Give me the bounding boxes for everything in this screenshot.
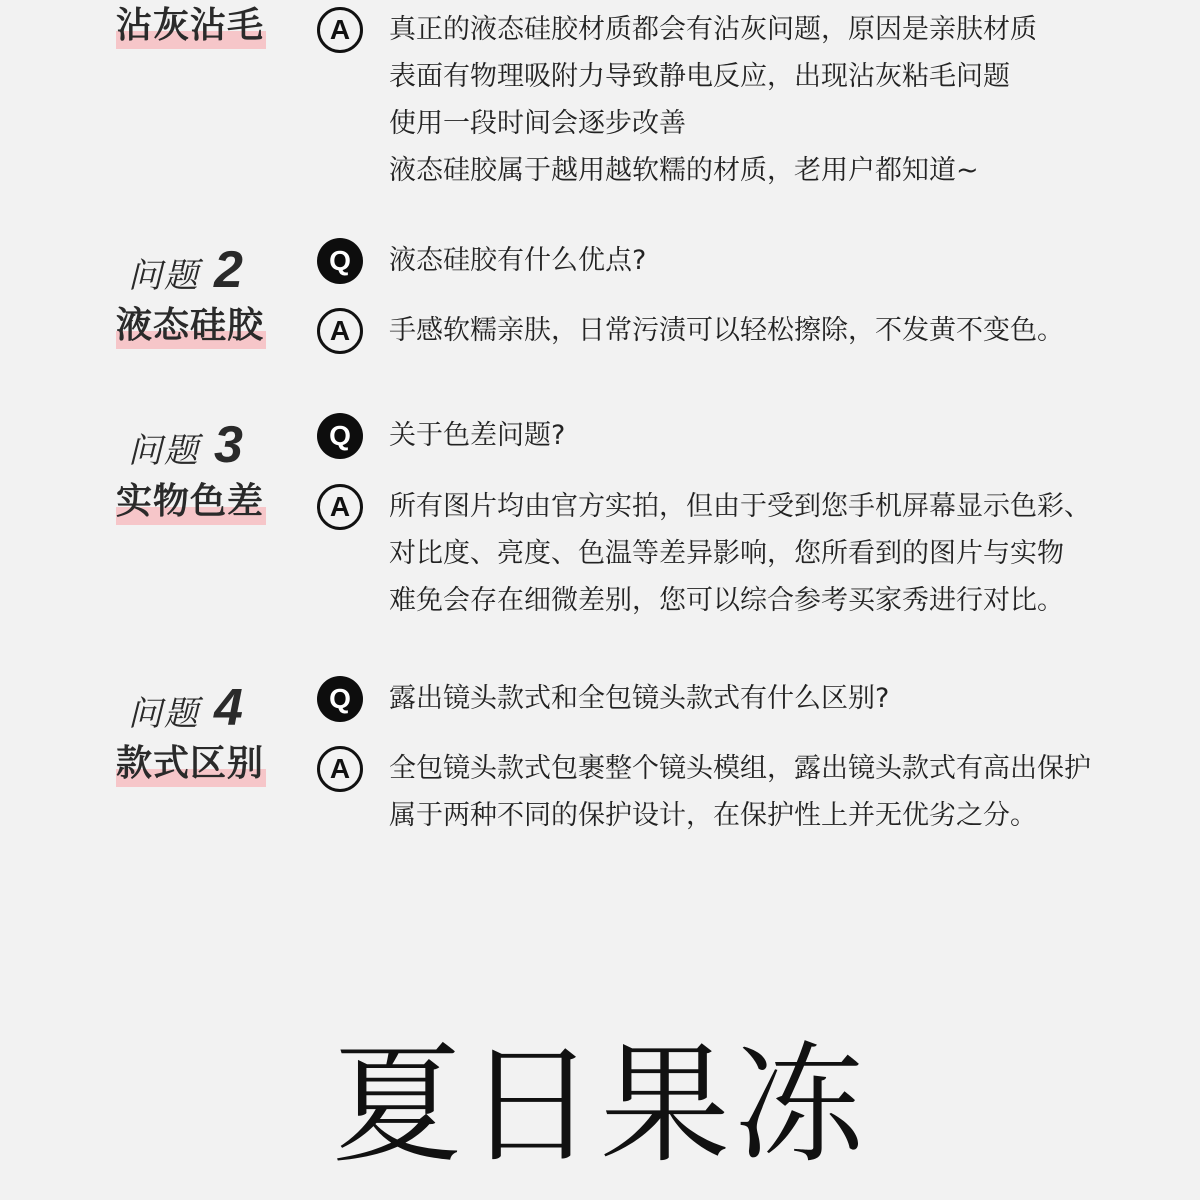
question-word: 问题 xyxy=(128,431,200,471)
answer-badge-3: A xyxy=(317,484,363,530)
answer-line: 表面有物理吸附力导致静电反应，出现沾灰粘毛问题 xyxy=(389,61,1010,92)
answer-line: 难免会存在细微差别，您可以综合参考买家秀进行对比。 xyxy=(389,585,1064,616)
question-text-3: 关于色差问题? xyxy=(389,420,566,451)
answer-line: 手感软糯亲肤，日常污渍可以轻松擦除，不发黄不变色。 xyxy=(389,315,1064,346)
answer-badge-2: A xyxy=(317,308,363,354)
category-style-difference: 款式区别 xyxy=(116,742,266,790)
question-badge-4: Q xyxy=(317,676,363,722)
answer-badge-4: A xyxy=(317,746,363,792)
question-digit: 4 xyxy=(214,679,243,737)
answer-line: 对比度、亮度、色温等差异影响，您所看到的图片与实物 xyxy=(389,538,1064,569)
answer-text-2 xyxy=(389,307,1064,354)
answer-line: 所有图片均由官方实拍，但由于受到您手机屏幕显示色彩、 xyxy=(389,491,1091,522)
answer-line: 真正的液态硅胶材质都会有沾灰问题，原因是亲肤材质 xyxy=(389,14,1037,45)
answer-badge-1: A xyxy=(317,7,363,53)
question-word: 问题 xyxy=(128,694,200,734)
answer-text-3 xyxy=(389,483,1091,624)
question-number-2 xyxy=(128,240,243,300)
question-text-2: 液态硅胶有什么优点? xyxy=(389,245,647,276)
brand-title: 夏日果冻 xyxy=(331,1029,868,1181)
answer-text-4 xyxy=(389,745,1091,839)
category-dust: 沾灰沾毛 xyxy=(116,4,266,52)
category-liquid-silicone: 液态硅胶 xyxy=(116,304,266,352)
question-word: 问题 xyxy=(128,256,200,296)
question-badge-3: Q xyxy=(317,413,363,459)
answer-line: 液态硅胶属于越用越软糯的材质，老用户都知道~ xyxy=(389,155,979,186)
question-digit: 2 xyxy=(214,241,243,299)
question-digit: 3 xyxy=(214,416,243,474)
question-text-4: 露出镜头款式和全包镜头款式有什么区别? xyxy=(389,683,890,714)
answer-line: 使用一段时间会逐步改善 xyxy=(389,108,686,139)
answer-line: 全包镜头款式包裹整个镜头模组，露出镜头款式有高出保护 xyxy=(389,753,1091,784)
answer-text-1 xyxy=(389,6,1037,194)
question-number-3 xyxy=(128,415,243,475)
answer-line: 属于两种不同的保护设计，在保护性上并无优劣之分。 xyxy=(389,800,1037,831)
question-number-4 xyxy=(128,678,243,738)
question-badge-2: Q xyxy=(317,238,363,284)
category-color-difference: 实物色差 xyxy=(116,480,266,528)
